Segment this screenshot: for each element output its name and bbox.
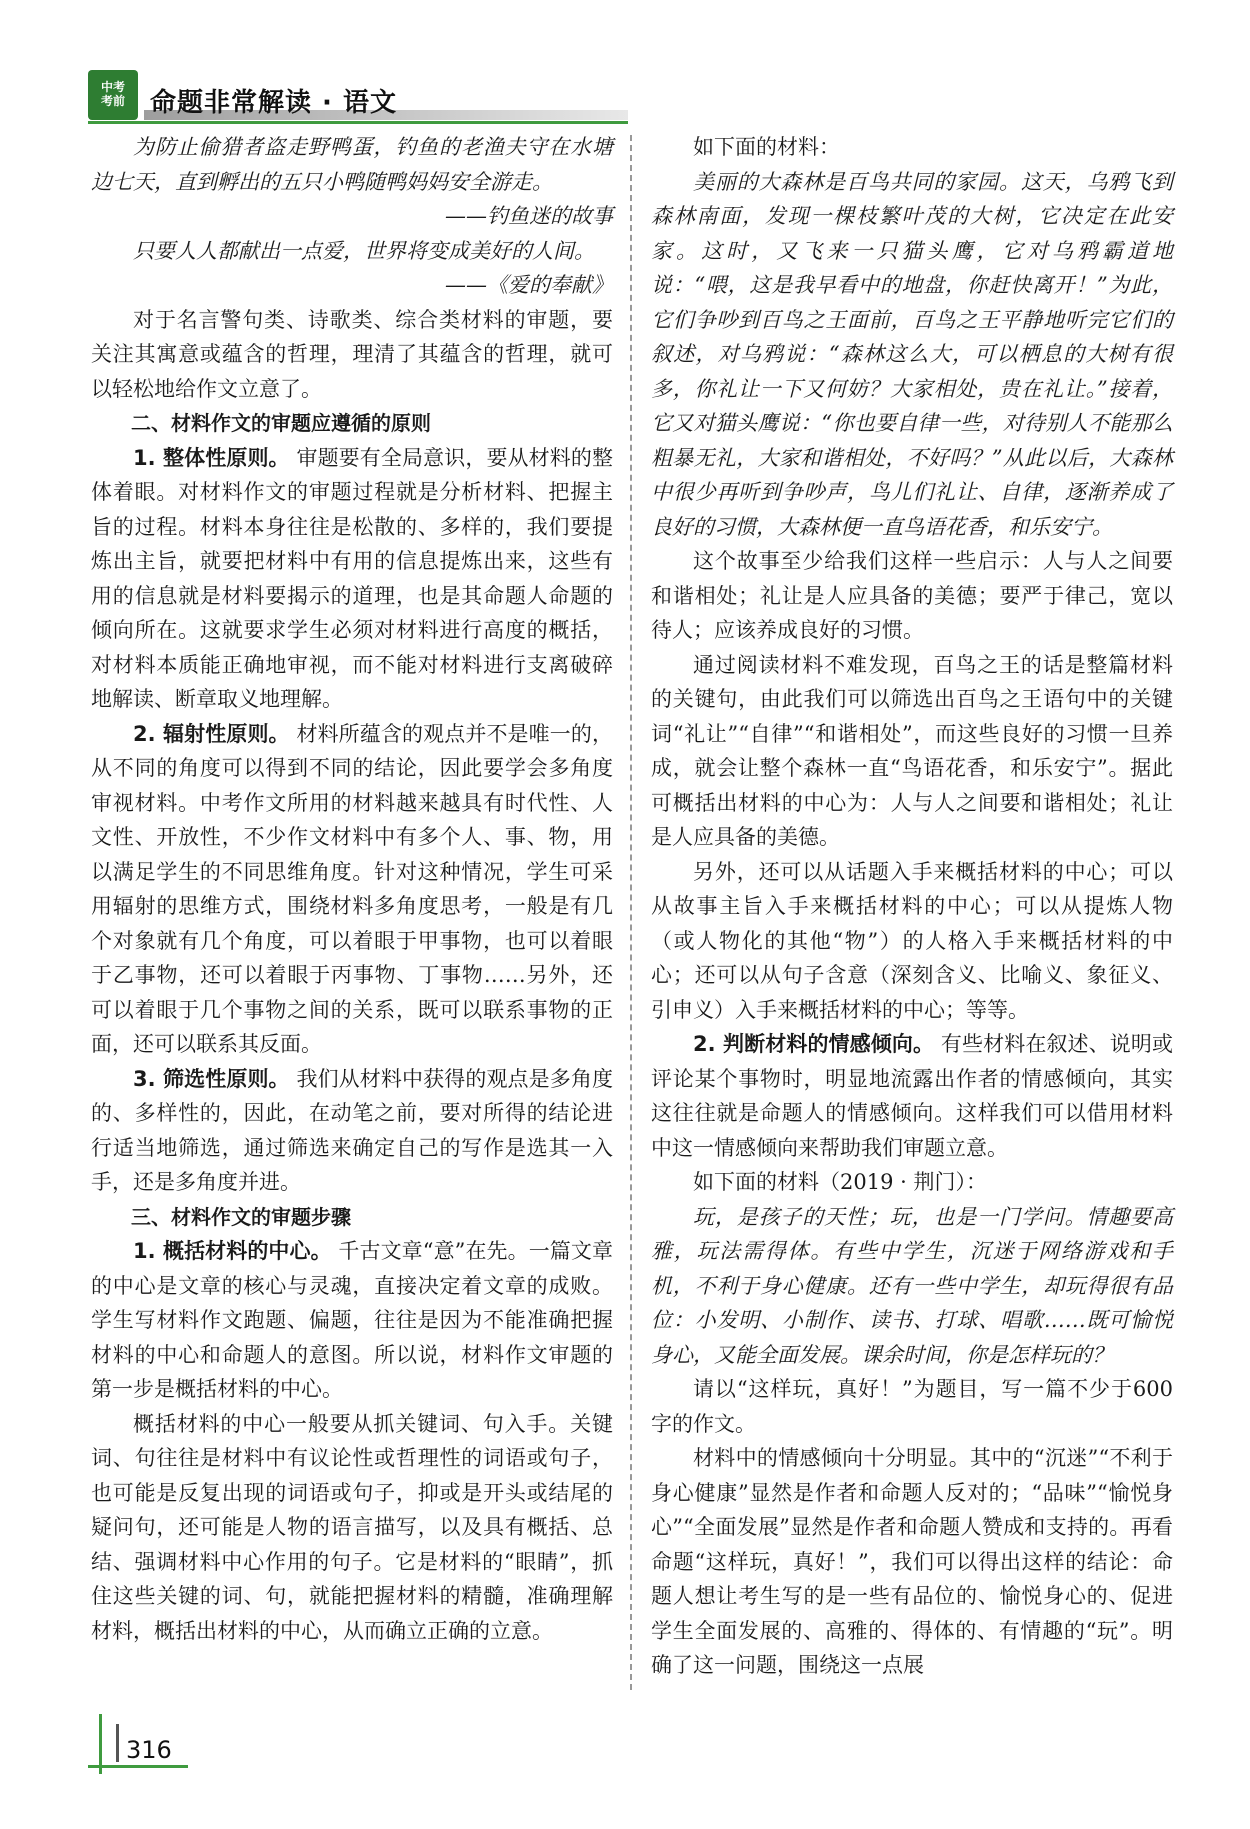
paragraph: 材料中的情感倾向十分明显。其中的“沉迷”“不利于身心健康”显然是作者和命题人反对的；“品味”“愉悦身心”“全面发展”显然是作者和命题人赞成和支持的。再看命题“这样玩，真好！”，我们可以得出这样的结论：命题人想让考生写的是一些有品位的、愉悦身心的、促进学生全面发展的、高雅的、得体的、有情趣的“玩”。明确了这一问题，围绕这一点展 xyxy=(651,1446,1173,1677)
paragraph: 如下面的材料： xyxy=(693,135,840,159)
quote-fisherman: 为防止偷猎者盗走野鸭蛋，钓鱼的老渔夫守在水塘边七天，直到孵出的五只小鸭随鸭妈妈安全游走。 xyxy=(91,135,613,194)
play-material: 玩，是孩子的天性；玩，也是一门学问。情趣要高雅，玩法需得体。有些中学生，沉迷于网络游戏和手机，不利于身心健康。还有一些中学生，却玩得很有品位：小发明、小制作、读书、打球、唱歌……既可愉悦身心，又能全面发展。课余时间，你是怎样玩的？ xyxy=(651,1204,1173,1367)
principle-2 xyxy=(91,717,613,1062)
page-header xyxy=(88,70,628,122)
section-heading-principles: 二、材料作文的审题应遵循的原则 xyxy=(131,411,431,435)
principle-3-text: 我们从材料中获得的观点是多角度的、多样性的，因此，在动笔之前，要对所得的结论进行适当地筛选，通过筛选来确定自己的写作是选其一入手，还是多角度并进。 xyxy=(91,1066,613,1194)
page-number: 316 xyxy=(126,1736,172,1764)
forest-story: 美丽的大森林是百鸟共同的家园。这天，乌鸦飞到森林南面，发现一棵枝繁叶茂的大树，它决定在此安家。这时，又飞来一只猫头鹰，它对乌鸦霸道地说：“喂，这是我早看中的地盘，你赶快离开！”为此，它们争吵到百鸟之王面前，百鸟之王平静地听完它们的叙述，对乌鸦说：“森林这么大，可以栖息的大树有很多，你礼让一下又何妨？大家相处，贵在礼让。”接着，它又对猫头鹰说：“你也要自律一些，对待别人不能那么粗暴无礼，大家和谐相处，不好吗？”从此以后，大森林中很少再听到争吵声，鸟儿们礼让、自律，逐渐养成了良好的习惯，大森林便一直鸟语花香，和乐安宁。 xyxy=(651,169,1173,539)
left-column xyxy=(91,130,613,1648)
right-column xyxy=(651,130,1173,1683)
step-2 xyxy=(651,1027,1173,1165)
step-2-text: 有些材料在叙述、说明或评论某个事物时，明显地流露出作者的情感倾向，其实这往往就是命题人的情感倾向。这样我们可以借用材料中这一情感倾向来帮助我们审题立意。 xyxy=(651,1032,1173,1160)
step-1-text: 千古文章“意”在先。一篇文章的中心是文章的核心与灵魂，直接决定着文章的成败。学生写材料作文跑题、偏题，往往是因为不能准确把握材料的中心和命题人的意图。所以说，材料作文审题的第一步是概括材料的中心。 xyxy=(91,1239,613,1401)
principle-1-text: 审题要有全局意识，要从材料的整体着眼。对材料作文的审题过程就是分析材料、把握主旨的过程。材料本身往往是松散的、多样的，我们要提炼出主旨，就要把材料中有用的信息提炼出来，这些有用的信息就是材料要揭示的道理，也是其命题人命题的倾向所在。这就要求学生必须对材料进行高度的概括，对材料本质能正确地审视，而不能对材料进行支离破碎地解读、断章取义地理解。 xyxy=(91,445,613,711)
section-heading-steps: 三、材料作文的审题步骤 xyxy=(131,1204,351,1229)
step-1-title: 1. 概括材料的中心。 xyxy=(133,1239,332,1263)
footer-bar xyxy=(116,1724,119,1762)
principle-2-title: 2. 辐射性原则。 xyxy=(133,721,290,746)
principle-1-title: 1. 整体性原则。 xyxy=(133,445,290,470)
quote-love: 只要人人都献出一点爱，世界将变成美好的人间。 xyxy=(133,238,595,263)
quote-fisherman-source: ——钓鱼迷的故事 xyxy=(445,204,613,228)
quote-love-source: ——《爱的奉献》 xyxy=(445,273,613,297)
step-1 xyxy=(91,1234,613,1407)
principle-1 xyxy=(91,441,613,717)
column-divider xyxy=(630,135,632,1690)
paragraph: 请以“这样玩，真好！”为题目，写一篇不少于600字的作文。 xyxy=(651,1377,1173,1436)
paragraph: 这个故事至少给我们这样一些启示：人与人之间要和谐相处；礼让是人应具备的美德；要严于律己，宽以待人；应该养成良好的习惯。 xyxy=(651,549,1173,642)
paragraph: 另外，还可以从话题入手来概括材料的中心；可以从故事主旨入手来概括材料的中心；可以从提炼人物（或人物化的其他“物”）的人格入手来概括材料的中心；还可以从句子含意（深刻含义、比喻义、象征义、引申义）入手来概括材料的中心；等等。 xyxy=(651,859,1173,1022)
paragraph: 如下面的材料（2019 · 荆门）： xyxy=(693,1170,987,1194)
principle-3-title: 3. 筛选性原则。 xyxy=(133,1066,290,1091)
principle-3 xyxy=(91,1062,613,1200)
book-logo: 中考 考前 xyxy=(88,70,138,120)
header-rule xyxy=(88,121,628,124)
paragraph: 概括材料的中心一般要从抓关键词、句入手。关键词、句往往是材料中有议论性或哲理性的词语或句子，也可能是反复出现的词语或句子，抑或是开头或结尾的疑问句，还可能是人物的语言描写，以及具有概括、总结、强调材料中心作用的句子。它是材料的“眼睛”，抓住这些关键的词、句，就能把握材料的精髓，准确理解材料，概括出材料的中心，从而确立正确的立意。 xyxy=(91,1411,613,1643)
step-2-title: 2. 判断材料的情感倾向。 xyxy=(693,1032,935,1056)
principle-2-text: 材料所蕴含的观点并不是唯一的，从不同的角度可以得到不同的结论，因此要学会多角度审视材料。中考作文所用的材料越来越具有时代性、人文性、开放性，不少作文材料中有多个人、事、物，用以满足学生的不同思维角度。针对这种情况，学生可采用辐射的思维方式，围绕材料多角度思考，一般是有几个对象就有几个角度，可以着眼于甲事物，也可以着眼于乙事物，还可以着眼于丙事物、丁事物……另外，还可以着眼于几个事物之间的关系，既可以联系事物的正面，还可以联系其反面。 xyxy=(91,721,613,1056)
paragraph: 对于名言警句类、诗歌类、综合类材料的审题，要关注其寓意或蕴含的哲理，理清了其蕴含的哲理，就可以轻松地给作文立意了。 xyxy=(91,307,613,401)
paragraph: 通过阅读材料不难发现，百鸟之王的话是整篇材料的关键句，由此我们可以筛选出百鸟之王语句中的关键词“礼让”“自律”“和谐相处”，而这些良好的习惯一旦养成，就会让整个森林一直“鸟语花香，和乐安宁”。据此可概括出材料的中心为：人与人之间要和谐相处；礼让是人应具备的美德。 xyxy=(651,652,1173,849)
footer-rule-horizontal xyxy=(88,1765,188,1768)
header-title: 命题非常解读 · 语文 xyxy=(150,88,397,118)
